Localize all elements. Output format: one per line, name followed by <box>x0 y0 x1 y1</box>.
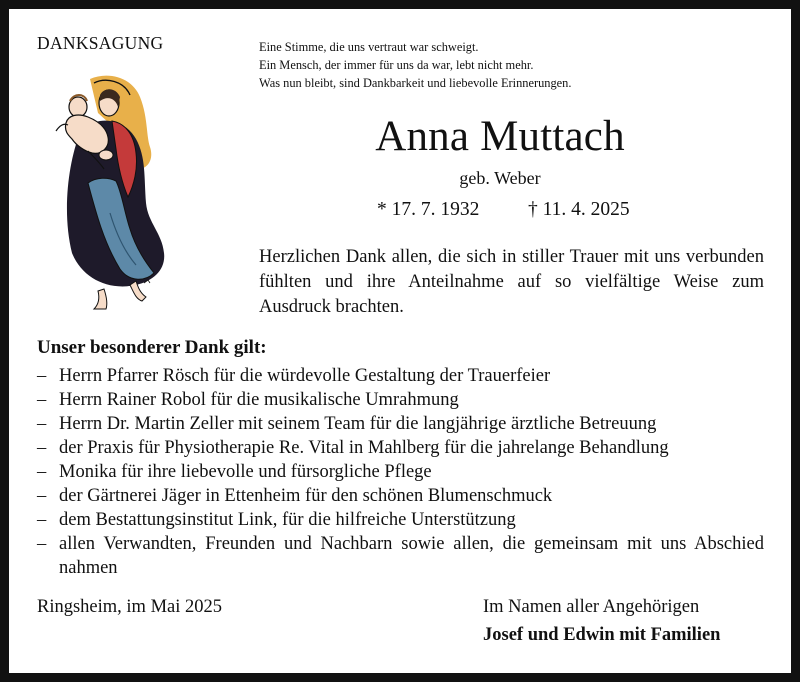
list-item-text: dem Bestattungsinstitut Link, für die hilfreiche Unterstützung <box>59 510 516 530</box>
dash-bullet: – <box>37 366 47 386</box>
list-item-text: Monika für ihre liebevolle und fürsorgliche Pflege <box>59 462 432 482</box>
birth-date: * 17. 7. 1932 <box>377 199 480 220</box>
list-item-text: Herrn Rainer Robol für die musikalische Umrahmung <box>59 390 459 410</box>
dash-bullet: – <box>37 534 47 554</box>
list-item <box>37 460 764 484</box>
list-item <box>37 484 764 508</box>
list-item <box>37 364 764 388</box>
list-item <box>37 412 764 436</box>
list-item <box>37 532 764 580</box>
poem-line: Was nun bleibt, sind Dankbarkeit und liebevolle Erinnerungen. <box>259 76 572 90</box>
list-item-text: allen Verwandten, Freunden und Nachbarn sowie allen, die gemeinsam mit uns Abschied nahmen <box>59 534 764 578</box>
list-item-text: Herrn Dr. Martin Zeller mit seinem Team für die langjährige ärztliche Betreuung <box>59 414 657 434</box>
poem <box>259 38 571 92</box>
poem-line: Eine Stimme, die uns vertraut war schweigt. <box>259 40 479 54</box>
madonna-and-child-image <box>50 73 168 313</box>
list-item <box>37 436 764 460</box>
death-date: † 11. 4. 2025 <box>528 199 630 220</box>
dash-bullet: – <box>37 462 47 482</box>
special-thanks-heading: Unser besonderer Dank gilt: <box>37 337 267 358</box>
dash-bullet: – <box>37 510 47 530</box>
thanks-paragraph: Herzlichen Dank allen, die sich in stiller Trauer mit uns verbunden fühlten und ihre Anteilnahme auf so vielfältige Weise zum Ausdruck brachten. <box>259 247 764 317</box>
families-signature: Josef und Edwin mit Familien <box>483 625 721 645</box>
list-item-text: Herrn Pfarrer Rösch für die würdevolle Gestaltung der Trauerfeier <box>59 366 551 386</box>
notice-heading: DANKSAGUNG <box>37 33 164 53</box>
dash-bullet: – <box>37 438 47 458</box>
on-behalf-line: Im Namen aller Angehörigen <box>483 597 700 617</box>
list-item <box>37 388 764 412</box>
thanks-list <box>37 364 764 580</box>
dash-bullet: – <box>37 414 47 434</box>
poem-line: Ein Mensch, der immer für uns da war, lebt nicht mehr. <box>259 58 534 72</box>
place-date: Ringsheim, im Mai 2025 <box>37 597 222 617</box>
dash-bullet: – <box>37 486 47 506</box>
list-item-text: der Gärtnerei Jäger in Ettenheim für den schönen Blumenschmuck <box>59 486 553 506</box>
list-item <box>37 508 764 532</box>
deceased-name: Anna Muttach <box>375 113 625 160</box>
dash-bullet: – <box>37 390 47 410</box>
list-item-text: der Praxis für Physiotherapie Re. Vital in Mahlberg für die jahrelange Behandlung <box>59 438 669 458</box>
maiden-name: geb. Weber <box>459 168 541 188</box>
